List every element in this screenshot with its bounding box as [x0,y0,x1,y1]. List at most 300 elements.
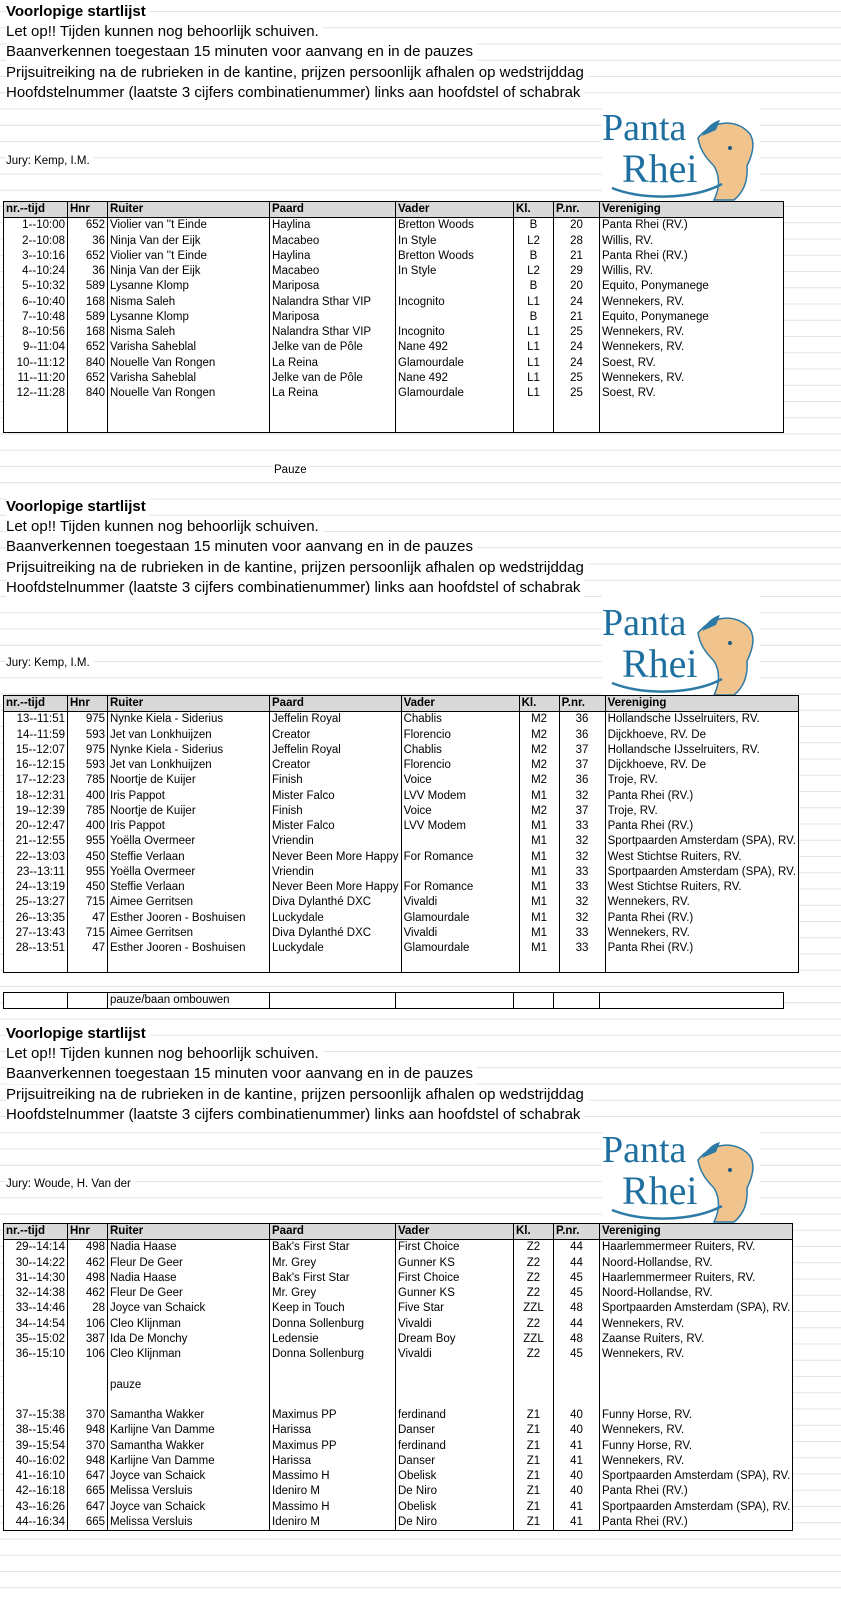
table-row [4,1317,793,1332]
cell-test-number: 40 [554,1423,600,1438]
cell-start-number-time: 35--15:02 [4,1332,68,1347]
column-header-sire: Vader [401,696,519,712]
cell-sire: Glamourdale [396,356,514,371]
cell-rider: Fleur De Geer [108,1256,270,1271]
cell-class: L1 [514,356,554,371]
cell-start-number-time: 2--10:08 [4,234,68,249]
cell-bridle-number [68,1393,108,1408]
cell-horse: Mr. Grey [270,1256,396,1271]
cell-bridle-number: 948 [68,1454,108,1469]
cell-bridle-number: 840 [68,356,108,371]
cell-test-number: 48 [554,1332,600,1347]
cell-club: Sportpaarden Amsterdam (SPA), RV. [605,834,798,849]
cell-start-number-time: 37--15:38 [4,1408,68,1423]
cell-sire: Obelisk [396,1469,514,1484]
cell-class: M2 [519,758,559,773]
note-line: Baanverkennen toegestaan 15 minuten voor aanvang en in de pauzes [6,42,477,62]
cell-bridle-number: 498 [68,1240,108,1256]
cell-test-number: 20 [554,218,600,234]
table-row [4,850,799,865]
cell-class: ZZL [514,1332,554,1347]
note-line: Prijsuitreiking na de rubrieken in de kantine, prijzen persoonlijk afhalen op wedstrijddag [6,558,588,578]
cell-start-number-time: 24--13:19 [4,880,68,895]
cell-horse: La Reina [270,386,396,401]
cell-club: Wennekers, RV. [600,1423,793,1438]
cell-sire: First Choice [396,1240,514,1256]
jury-label: Jury: Kemp, I.M. [6,154,94,168]
cell-rider: Ninja Van der Eijk [108,234,270,249]
panta-rhei-logo [602,100,760,205]
cell-rider: Melissa Versluis [108,1484,270,1499]
cell-test-number: 40 [554,1408,600,1423]
cell-class: M2 [519,728,559,743]
cell-bridle-number: 498 [68,1271,108,1286]
table-row [4,773,799,788]
cell-sire: Gunner KS [396,1286,514,1301]
cell-test-number: 25 [554,371,600,386]
cell-class: L2 [514,264,554,279]
cell-bridle-number: 785 [68,804,108,819]
cell-bridle-number: 462 [68,1256,108,1271]
logo-word-rhei: Rhei [622,641,698,686]
cell-bridle-number: 665 [68,1515,108,1531]
cell-start-number-time: 12--11:28 [4,386,68,401]
table-row [4,1408,793,1423]
cell-bridle-number: 106 [68,1347,108,1362]
cell-club: Dijckhoeve, RV. De [605,728,798,743]
cell-rider: Cleo Klijnman [108,1347,270,1362]
cell-sire: LVV Modem [401,789,519,804]
column-header-rider: Ruiter [108,202,270,218]
cell-sire: Nane 492 [396,371,514,386]
cell-club: Wennekers, RV. [600,1454,793,1469]
cell-horse: Macabeo [270,264,396,279]
cell-test-number: 36 [559,773,605,788]
cell-class: Z1 [514,1423,554,1438]
cell-horse: Never Been More Happy [270,850,402,865]
cell-rider: Yoëlla Overmeer [108,834,270,849]
table-row [4,386,784,401]
cell-start-number-time [4,417,68,433]
cell-club: Panta Rhei (RV.) [600,1515,793,1531]
cell-rider: Jet van Lonkhuijzen [108,728,270,743]
column-header-rider: Ruiter [108,696,270,712]
column-header-class: Kl. [514,1224,554,1240]
column-header-test-number: P.nr. [554,202,600,218]
cell-start-number-time: 36--15:10 [4,1347,68,1362]
cell-horse: Jeffelin Royal [270,743,402,758]
cell-start-number-time [4,1378,68,1393]
cell-class: Z1 [514,1469,554,1484]
cell-bridle-number: 647 [68,1469,108,1484]
cell-bridle-number: 47 [68,911,108,926]
cell-test-number: 40 [554,1484,600,1499]
cell-class: ZZL [514,1301,554,1316]
cell-bridle-number: 593 [68,758,108,773]
cell-club: Wennekers, RV. [600,295,784,310]
cell-club: Wennekers, RV. [600,340,784,355]
cell-rider: Violier van ''t Einde [108,249,270,264]
cell-class: Z1 [514,1408,554,1423]
cell-horse [270,956,402,972]
cell-club: Wennekers, RV. [600,1317,793,1332]
cell-sire: Vivaldi [396,1347,514,1362]
cell-horse: Keep in Touch [270,1301,396,1316]
cell-bridle-number: 400 [68,819,108,834]
cell-rider: Nouelle Van Rongen [108,356,270,371]
note-line: Hoofdstelnummer (laatste 3 cijfers combinatienummer) links aan hoofdstel of schabrak [6,1105,584,1125]
cell-bridle-number: 47 [68,941,108,956]
cell-club: Equito, Ponymanege [600,279,784,294]
cell-test-number [559,956,605,972]
cell-start-number-time: 16--12:15 [4,758,68,773]
cell-rider: Nisma Saleh [108,295,270,310]
table-row [4,295,784,310]
cell-sire: Glamourdale [396,386,514,401]
cell-test-number: 25 [554,386,600,401]
cell-start-number-time: 44--16:34 [4,1515,68,1531]
cell-bridle-number: 400 [68,789,108,804]
cell-start-number-time [4,1393,68,1408]
cell-bridle-number: 168 [68,325,108,340]
cell-rider: Ida De Monchy [108,1332,270,1347]
cell-horse [270,1393,396,1408]
table-row [4,218,784,234]
cell-class: M1 [519,911,559,926]
cell-club [600,417,784,433]
cell-club: Haarlemmermeer Ruiters, RV. [600,1271,793,1286]
cell-sire [396,310,514,325]
cell-start-number-time: 29--14:14 [4,1240,68,1256]
note-line: Let op!! Tijden kunnen nog behoorlijk schuiven. [6,517,323,537]
cell-bridle-number: 36 [68,234,108,249]
cell-club: Panta Rhei (RV.) [600,218,784,234]
cell-horse: Massimo H [270,1469,396,1484]
cell-class: Z1 [514,1439,554,1454]
table-row [4,1393,793,1408]
table-row [4,1439,793,1454]
cell-class: M1 [519,789,559,804]
cell-start-number-time: 30--14:22 [4,1256,68,1271]
cell-class: Z2 [514,1256,554,1271]
cell-start-number-time: 18--12:31 [4,789,68,804]
cell-rider: Samantha Wakker [108,1408,270,1423]
cell-class [514,1378,554,1393]
column-header-horse: Paard [270,202,396,218]
cell-horse: Massimo H [270,1500,396,1515]
table-row [4,401,784,416]
cell-club: Noord-Hollandse, RV. [600,1286,793,1301]
cell-class: Z2 [514,1317,554,1332]
table-row [4,417,784,433]
table-row [4,865,799,880]
cell-test-number: 33 [559,926,605,941]
table-row [4,1378,793,1393]
cell-horse: Jeffelin Royal [270,712,402,728]
panta-rhei-logo [602,1122,760,1227]
cell-class: B [514,218,554,234]
cell-rider: Jet van Lonkhuijzen [108,758,270,773]
cell-sire [401,834,519,849]
cell-sire: Nane 492 [396,340,514,355]
cell-horse: Haylina [270,218,396,234]
cell-start-number-time: 22--13:03 [4,850,68,865]
cell-test-number: 33 [559,880,605,895]
table-row [4,743,799,758]
cell-club: Equito, Ponymanege [600,310,784,325]
cell-sire: Florencio [401,728,519,743]
column-header-rider: Ruiter [108,1224,270,1240]
cell-test-number: 24 [554,295,600,310]
cell-sire: Bretton Woods [396,218,514,234]
cell-horse: Bak's First Star [270,1271,396,1286]
table-row [4,880,799,895]
cell-bridle-number: 28 [68,1301,108,1316]
cell-class [514,1362,554,1377]
cell-horse: Ledensie [270,1332,396,1347]
cell-rider: Karlijne Van Damme [108,1454,270,1469]
cell-club: Wennekers, RV. [600,325,784,340]
cell-class: M2 [519,712,559,728]
cell-club: Panta Rhei (RV.) [605,789,798,804]
cell-bridle-number: 652 [68,218,108,234]
cell-club: Sportpaarden Amsterdam (SPA), RV. [600,1469,793,1484]
cell-sire: Voice [401,773,519,788]
cell-class: Z1 [514,1500,554,1515]
cell-horse: Luckydale [270,941,402,956]
logo-graphic [602,100,760,205]
cell-horse [270,417,396,433]
cell-rider: Cleo Klijnman [108,1317,270,1332]
cell-test-number: 20 [554,279,600,294]
cell-rider: Aimee Gerritsen [108,926,270,941]
cell-start-number-time: 41--16:10 [4,1469,68,1484]
cell-horse: Mariposa [270,279,396,294]
column-header-club: Vereniging [605,696,798,712]
cell-sire: Chablis [401,743,519,758]
cell-club: Sportpaarden Amsterdam (SPA), RV. [600,1500,793,1515]
cell-rider: Iris Pappot [108,819,270,834]
cell-rider: Joyce van Schaick [108,1500,270,1515]
panta-rhei-logo [602,595,760,700]
cell-bridle-number: 106 [68,1317,108,1332]
cell-rider: Fleur De Geer [108,1286,270,1301]
column-header-sire: Vader [396,1224,514,1240]
cell-class: Z2 [514,1347,554,1362]
cell-horse: Mister Falco [270,789,402,804]
table-row [4,340,784,355]
cell-class [514,1393,554,1408]
cell-rider: Nadia Haase [108,1240,270,1256]
cell-class: M1 [519,895,559,910]
cell-horse: Bak's First Star [270,1240,396,1256]
cell-start-number-time: 5--10:32 [4,279,68,294]
cell-start-number-time: 4--10:24 [4,264,68,279]
cell-bridle-number: 652 [68,371,108,386]
cell-start-number-time: 3--10:16 [4,249,68,264]
cell-bridle-number: 387 [68,1332,108,1347]
table-row [4,1500,793,1515]
cell-start-number-time: 33--14:46 [4,1301,68,1316]
table-row [4,1332,793,1347]
cell-bridle-number: 450 [68,880,108,895]
cell-horse: Mister Falco [270,819,402,834]
cell-class: M1 [519,865,559,880]
cell-sire: Dream Boy [396,1332,514,1347]
cell-horse: Luckydale [270,911,402,926]
cell-bridle-number [68,1362,108,1377]
cell-club [605,956,798,972]
cell-bridle-number: 955 [68,865,108,880]
cell-club: Soest, RV. [600,386,784,401]
cell-class: L1 [514,340,554,355]
cell-start-number-time: 39--15:54 [4,1439,68,1454]
cell-bridle-number: 370 [68,1439,108,1454]
cell-club: Wennekers, RV. [605,926,798,941]
column-header-club: Vereniging [600,202,784,218]
cell-test-number: 29 [554,264,600,279]
cell-rider: Nadia Haase [108,1271,270,1286]
note-line: Prijsuitreiking na de rubrieken in de kantine, prijzen persoonlijk afhalen op wedstrijddag [6,1085,588,1105]
note-line: Hoofdstelnummer (laatste 3 cijfers combinatienummer) links aan hoofdstel of schabrak [6,83,584,103]
cell-test-number [554,1362,600,1377]
table-row [4,941,799,956]
table-row [4,804,799,819]
cell-start-number-time: 31--14:30 [4,1271,68,1286]
cell-sire [396,1362,514,1377]
cell-rider: Esther Jooren - Boshuisen [108,911,270,926]
cell-class: Z2 [514,1286,554,1301]
cell-class: Z1 [514,1454,554,1469]
cell-test-number: 37 [559,804,605,819]
cell-test-number: 41 [554,1515,600,1531]
cell-sire: Chablis [401,712,519,728]
cell-class: M2 [519,773,559,788]
cell-sire: Obelisk [396,1500,514,1515]
cell-sire: LVV Modem [401,819,519,834]
cell-horse: Macabeo [270,234,396,249]
cell-test-number: 28 [554,234,600,249]
cell-test-number: 45 [554,1347,600,1362]
cell-rider: Joyce van Schaick [108,1469,270,1484]
cell-horse: Harissa [270,1423,396,1438]
cell-sire: De Niro [396,1515,514,1531]
cell-sire [396,401,514,416]
cell-horse: Diva Dylanthé DXC [270,926,402,941]
cell-class [514,401,554,416]
section-title: Voorlopige startlijst [6,2,150,22]
cell-horse: Finish [270,804,402,819]
cell-club: Funny Horse, RV. [600,1408,793,1423]
cell-bridle-number: 715 [68,895,108,910]
cell-test-number [554,417,600,433]
table-row [4,895,799,910]
cell-bridle-number: 593 [68,728,108,743]
cell-horse: Ideniro M [270,1484,396,1499]
column-header-class: Kl. [519,696,559,712]
cell-bridle-number: 955 [68,834,108,849]
cell-sire: First Choice [396,1271,514,1286]
column-header-class: Kl. [514,202,554,218]
cell-club: West Stichtse Ruiters, RV. [605,850,798,865]
cell-sire: Bretton Woods [396,249,514,264]
cell-class: B [514,279,554,294]
cell-rider: Varisha Saheblal [108,340,270,355]
cell-horse: Haylina [270,249,396,264]
cell-start-number-time: 7--10:48 [4,310,68,325]
cell-test-number: 32 [559,789,605,804]
table-row [4,1469,793,1484]
cell-club: West Stichtse Ruiters, RV. [605,880,798,895]
cell-sire [396,417,514,433]
cell-rider: Ninja Van der Eijk [108,264,270,279]
column-header-start-number-time: nr.--tijd [4,202,68,218]
cell-sire: ferdinand [396,1408,514,1423]
cell-rider: Lysanne Klomp [108,310,270,325]
note-line: Hoofdstelnummer (laatste 3 cijfers combinatienummer) links aan hoofdstel of schabrak [6,578,584,598]
table-row [4,956,799,972]
cell-start-number-time: 42--16:18 [4,1484,68,1499]
cell-bridle-number: 647 [68,1500,108,1515]
cell-rider: Melissa Versluis [108,1515,270,1531]
cell-test-number: 45 [554,1271,600,1286]
cell-test-number [554,1378,600,1393]
cell-sire: Incognito [396,325,514,340]
cell-start-number-time [4,1362,68,1377]
cell-bridle-number: 840 [68,386,108,401]
cell-bridle-number: 975 [68,743,108,758]
logo-word-rhei: Rhei [622,1168,698,1213]
cell-test-number: 24 [554,340,600,355]
cell-class: Z1 [514,1515,554,1531]
pause-row-table [3,992,784,1009]
cell-sire: Florencio [401,758,519,773]
cell-class: L2 [514,234,554,249]
cell-class: M1 [519,926,559,941]
cell-sire: ferdinand [396,1439,514,1454]
cell-start-number-time: 19--12:39 [4,804,68,819]
cell-empty [4,992,68,1008]
cell-rider: Noortje de Kuijer [108,773,270,788]
cell-club: Panta Rhei (RV.) [605,941,798,956]
table-row [4,1484,793,1499]
logo-word-panta: Panta [602,107,687,149]
cell-start-number-time: 21--12:55 [4,834,68,849]
cell-club: Wennekers, RV. [600,1347,793,1362]
cell-start-number-time: 32--14:38 [4,1286,68,1301]
cell-sire: Incognito [396,295,514,310]
cell-horse [270,1362,396,1377]
cell-rider: Aimee Gerritsen [108,895,270,910]
cell-club: Troje, RV. [605,773,798,788]
cell-empty [68,992,108,1008]
table-header-row [4,202,784,218]
cell-start-number-time: 20--12:47 [4,819,68,834]
startlist-table [3,1223,793,1531]
cell-test-number: 44 [554,1317,600,1332]
cell-horse: Maximus PP [270,1439,396,1454]
cell-sire: For Romance [401,880,519,895]
cell-sire [401,956,519,972]
cell-horse: Ideniro M [270,1515,396,1531]
column-header-start-number-time: nr.--tijd [4,1224,68,1240]
table-row [4,371,784,386]
cell-bridle-number: 450 [68,850,108,865]
cell-start-number-time: 14--11:59 [4,728,68,743]
cell-start-number-time: 10--11:12 [4,356,68,371]
cell-class: M1 [519,880,559,895]
cell-start-number-time: 9--11:04 [4,340,68,355]
